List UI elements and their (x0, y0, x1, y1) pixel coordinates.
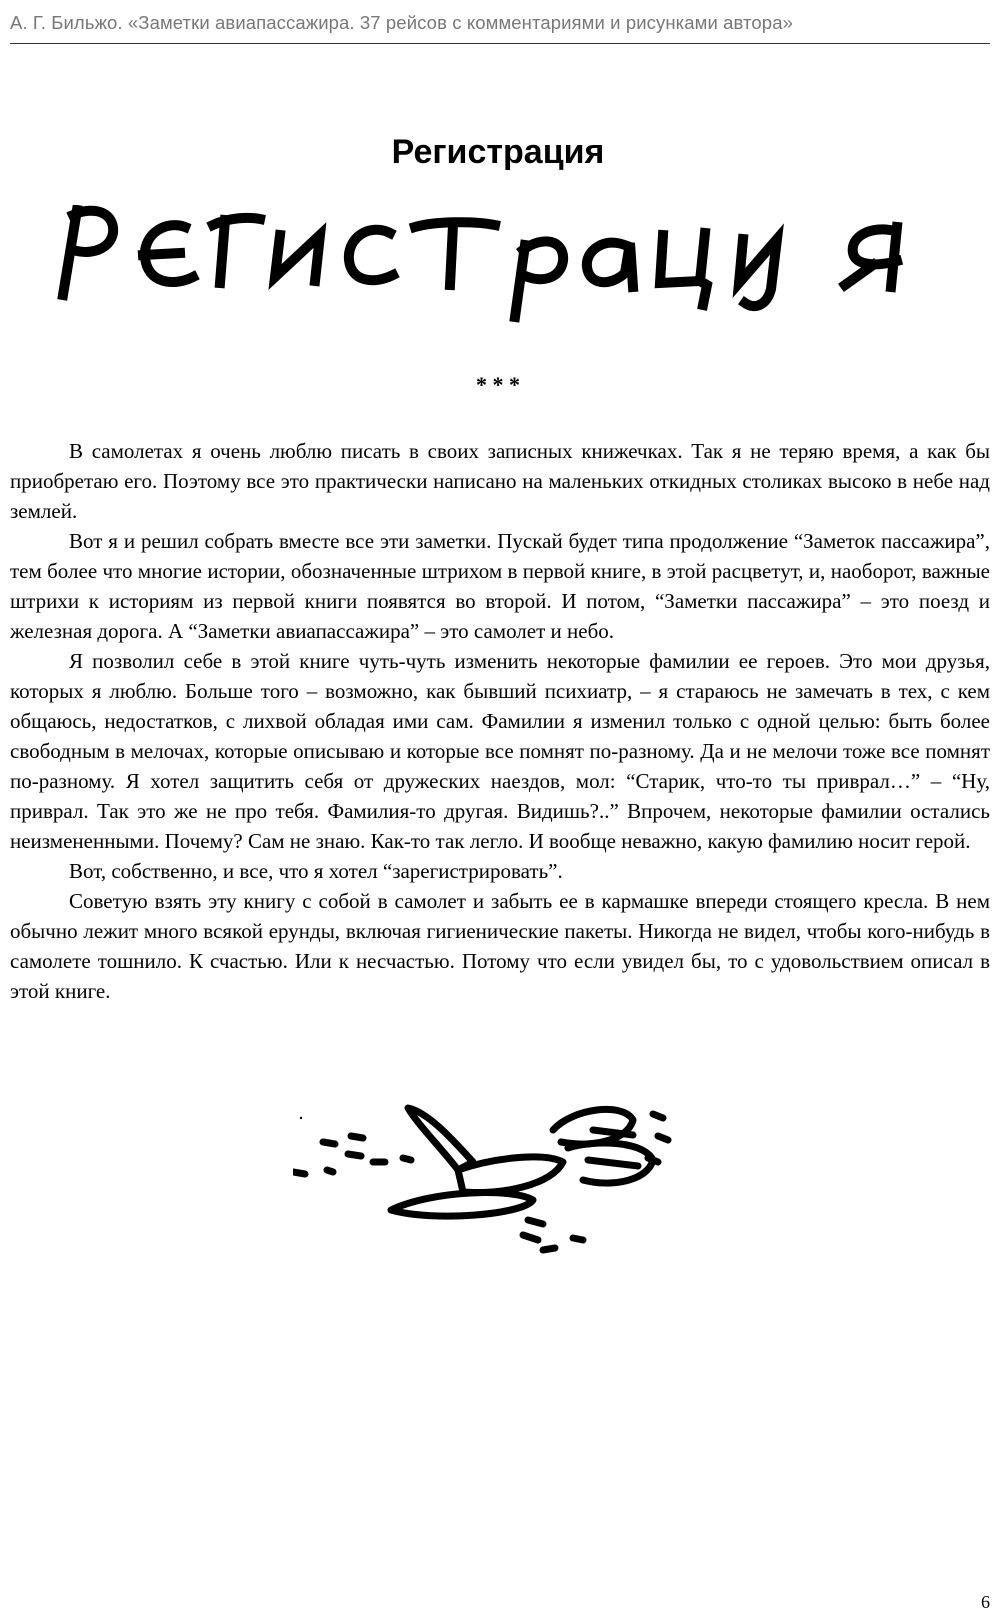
paragraph: В самолетах я очень люблю писать в своих записных книжечках. Так я не теряю время, а как бы приобретаю его. Поэтому все это практически написано на маленьких откидных столиках высоко в небе над землей. (10, 439, 990, 523)
paragraph: Вот, собственно, и все, что я хотел “зарегистрировать”. (69, 859, 563, 883)
header-divider (10, 43, 990, 44)
paragraph: Я позволил себе в этой книге чуть-чуть изменить некоторые фамилии ее героев. Это мои друзья, которых я люблю. Больше того – возможно, как бывший психиатр, – я стараюсь не замечать в тех, с кем общаюсь, недостатков, с лихвой обладая ими сам. Фамилии я изменил только с одной целью: быть более свободным в мелочах, которые описываю и которые все помнят по-разному. Да и не мелочи тоже все помнят по-разному. Я хотел защитить себя от дружеских наездов, мол: “Старик, что-то ты приврал…” – “Ну, приврал. Так это же не про тебя. Фамилия-то другая. Видишь?..” Впрочем, некоторые фамилии остались неизмененными. Почему? Сам не знаю. Как-то так легло. И вообще неважно, какую фамилию носит герой. (10, 649, 990, 853)
paragraph: Вот я и решил собрать вместе все эти заметки. Пускай будет типа продолжение “Заметок пассажира”, тем более что многие истории, обозначенные штрихом в первой книге, в этой расцветут, и, наоборот, важные штрихи к историям из первой книги появятся во второй. И потом, “Заметки пассажира” – это поезд и железная дорога. А “Заметки авиапассажира” – это самолет и небо. (10, 529, 990, 643)
paragraph: Советую взять эту книгу с собой в самолет и забыть ее в кармашке впереди стоящего кресла. В нем обычно лежит много всякой ерунды, включая гигиенические пакеты. Никогда не видел, чтобы кого-нибудь в самолете тошнило. К счастью. Или к несчастью. Потому что если увидел бы, то с удовольствием описал в этой книге. (10, 889, 990, 1003)
handwritten-title-image (55, 205, 945, 330)
airplane-sketch-icon (293, 1100, 703, 1270)
section-divider: * * * (476, 372, 520, 397)
body-text (10, 436, 990, 1006)
page-number: 6 (981, 1592, 990, 1612)
running-header: А. Г. Бильжо. «Заметки авиапассажира. 37 рейсов с комментариями и рисунками автора» (10, 12, 793, 33)
chapter-title: Регистрация (391, 133, 605, 171)
